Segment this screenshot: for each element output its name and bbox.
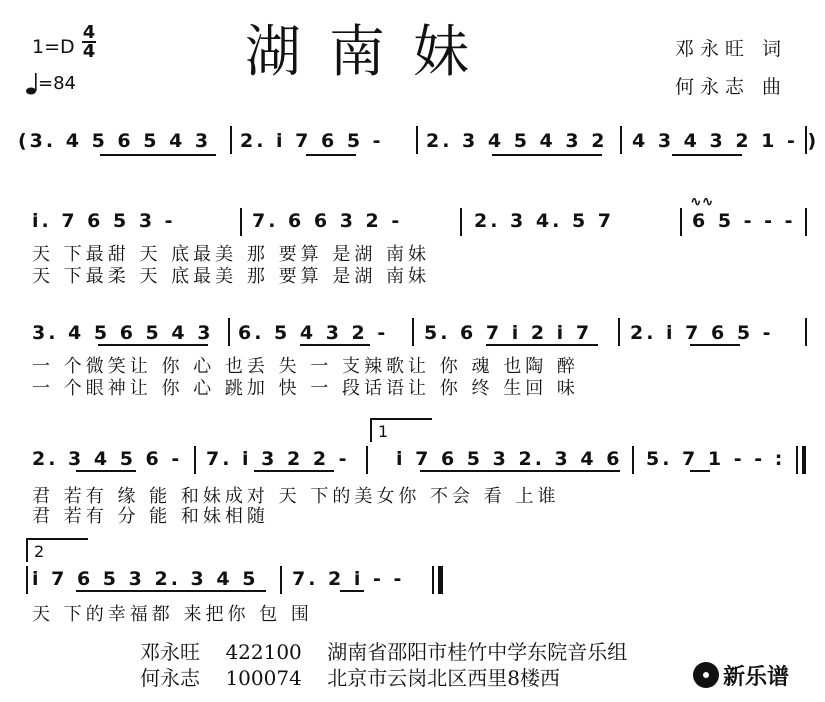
barline <box>366 446 368 474</box>
footer-postcode: 422100 <box>225 640 302 664</box>
barline <box>460 208 462 236</box>
measure: 4 3 4 3 2 1 - ) <box>632 130 820 152</box>
final-barline <box>438 566 443 594</box>
underline <box>690 344 740 346</box>
footer-address: 北京市云岗北区西里8楼西 <box>327 666 560 690</box>
time-signature <box>82 24 96 62</box>
measure: 7. i 3 2 2 - <box>206 448 350 470</box>
footer-line <box>140 662 560 691</box>
underline <box>254 470 334 472</box>
barline <box>230 126 232 154</box>
lyric-line: 一 个眼神让 你 心 跳加 快 一 段话语让 你 终 生回 味 <box>32 378 579 399</box>
quarter-note-icon <box>26 72 38 96</box>
song-title: 湖南妹 <box>245 20 497 85</box>
underline <box>420 470 620 472</box>
barline <box>620 126 622 154</box>
underline <box>98 344 208 346</box>
lyric-line: 天 下的幸福都 来把你 包 围 <box>32 604 313 625</box>
underline <box>672 154 742 156</box>
measure: 7. 2 i - - <box>292 568 405 590</box>
barline <box>240 208 242 236</box>
barline <box>680 208 682 236</box>
measure: 3. 4 5 6 5 4 3 <box>32 322 214 344</box>
barline <box>432 566 434 594</box>
barline <box>805 208 807 236</box>
underline <box>340 590 364 592</box>
footer-line <box>140 636 627 665</box>
underline <box>76 590 266 592</box>
measure: 2. i 7 6 5 - <box>630 322 774 344</box>
barline <box>194 446 196 474</box>
volta-number: 2 <box>34 542 45 561</box>
volta-bracket <box>26 538 88 562</box>
footer-name: 邓永旺 <box>140 640 200 664</box>
time-numerator: 4 <box>82 22 96 43</box>
barline <box>26 566 28 594</box>
footer-address: 湖南省邵阳市桂竹中学东院音乐组 <box>327 640 628 664</box>
lyric-line: 君 若有 缘 能 和妹成对 天 下的美女你 不会 看 上谁 <box>32 486 560 507</box>
lyric-line: 天 下最甜 天 底最美 那 要算 是湖 南妹 <box>32 244 431 265</box>
lyricist-credit: 邓永旺 词 <box>675 38 788 60</box>
lyric-line: 一 个微笑让 你 心 也丢 失 一 支辣歌让 你 魂 也陶 醉 <box>32 356 579 377</box>
logo-text: 新乐谱 <box>723 665 790 690</box>
repeat-end-barline <box>802 446 806 474</box>
measure: 2. 3 4 5 6 - <box>32 448 183 470</box>
time-denominator: 4 <box>82 41 96 62</box>
barline <box>228 318 230 346</box>
volta-bracket <box>370 418 432 442</box>
record-disc-icon <box>693 662 719 688</box>
barline <box>796 446 798 474</box>
tempo-marking <box>26 72 76 96</box>
measure: 5. 7 1 - - : <box>646 448 786 470</box>
measure: 2. 3 4. 5 7 <box>474 210 614 232</box>
footer-postcode: 100074 <box>225 666 302 690</box>
measure: 6 5 - - - <box>692 210 796 232</box>
barline <box>412 318 414 346</box>
site-logo[interactable] <box>693 660 813 692</box>
barline <box>416 126 418 154</box>
measure: 2. 3 4 5 4 3 2 <box>426 130 608 152</box>
measure: i. 7 6 5 3 - <box>32 210 176 232</box>
measure: 2. i 7 6 5 - <box>240 130 384 152</box>
measure: (3. 4 5 6 5 4 3 <box>18 130 212 152</box>
barline <box>280 566 282 594</box>
trill-icon: ∿∿ <box>690 194 714 210</box>
underline <box>492 154 602 156</box>
footer-name: 何永志 <box>140 666 200 690</box>
underline <box>76 470 136 472</box>
measure: 6. 5 4 3 2 - <box>238 322 389 344</box>
volta-number: 1 <box>378 422 389 441</box>
measure: i 7 6 5 3 2. 3 4 5 <box>32 568 259 590</box>
underline <box>300 344 370 346</box>
underline <box>306 154 356 156</box>
measure: i 7 6 5 3 2. 3 4 6 <box>396 448 623 470</box>
lyric-line: 君 若有 分 能 和妹相随 <box>32 506 269 527</box>
measure: 5. 6 7 i 2 i 7 <box>424 322 593 344</box>
barline <box>618 318 620 346</box>
composer-credit: 何永志 曲 <box>675 76 788 98</box>
measure: 7. 6 6 3 2 - <box>252 210 403 232</box>
tempo-value: =84 <box>38 73 76 94</box>
barline <box>805 318 807 346</box>
underline <box>100 154 216 156</box>
underline <box>486 344 598 346</box>
barline <box>632 446 634 474</box>
underline <box>690 470 710 472</box>
key-signature: 1=D <box>32 36 75 58</box>
lyric-line: 天 下最柔 天 底最美 那 要算 是湖 南妹 <box>32 266 431 287</box>
